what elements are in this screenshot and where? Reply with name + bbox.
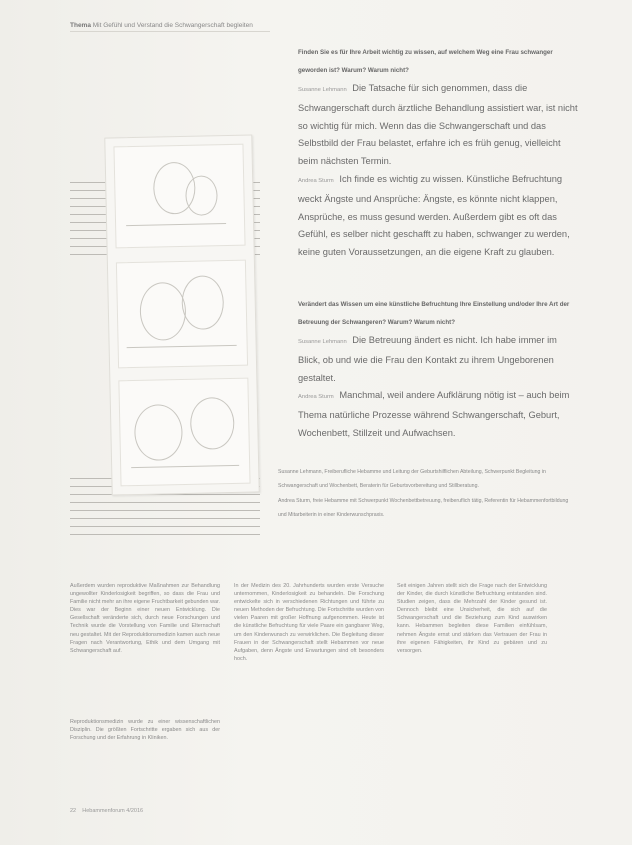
header-label: Thema xyxy=(70,22,91,29)
answer-2-lehmann xyxy=(298,332,578,387)
answer-2-sturm xyxy=(298,387,578,442)
answer-1-sturm xyxy=(298,171,578,262)
answer-text: Ich finde es wichtig zu wissen. Künstliche Befruchtung weckt Ängste und Ansprüche: Ängste, es könnte nicht klappen, Ansprüche, es muss gesund werden. Außerdem gibt es oft das Gefühl, es selber nicht geschafft zu haben, schwanger zu werden, keine guten Voraussetzungen, an die eigene Kraft zu glauben. xyxy=(298,173,570,258)
body-column-1-continued: Reproduktionsmedizin wurde zu einer wissenschaftlichen Disziplin. Die größten Fortschritte ergaben sich aus der Forschung und der Erfahrung in Kliniken. xyxy=(70,719,220,742)
magazine-name: Hebammenforum 4/2016 xyxy=(82,808,144,814)
page-number: 22 xyxy=(70,808,77,814)
speaker-name: Susanne Lehmann xyxy=(298,339,347,345)
body-column-2: In der Medizin des 20. Jahrhunderts wurden erste Versuche unternommen, Kinderlosigkeit zu behandeln. Die Forschung entwickelte sich in verschiedenen Richtungen und führte zu neuen Methoden der Befruchtung. Die Fortschritte wurden von vielen Paaren mit großer Hoffnung aufgenommen. Heute ist die künstliche Befruchtung für viele Paare ein gangbarer Weg, um den Kinderwunsch zu verwirklichen. Die Begleitung dieser Frauen in der Schwangerschaft stellt Hebammen vor neue Aufgaben, denn Ängste und Erwartungen sind oft besonders hoch. xyxy=(234,583,384,662)
bio-sturm: Andrea Sturm, freie Hebamme mit Schwerpunkt Wochenbettbetreuung, freiberuflich tätig, Referentin für Hebammenfortbildung und Mitarbeiterin in einer Kinderwunschpraxis. xyxy=(278,497,569,518)
running-header xyxy=(70,22,253,29)
question-2: Verändert das Wissen um eine künstliche Befruchtung Ihre Einstellung und/oder Ihre Art der Betreuung der Schwangeren? Warum? Warum nicht? xyxy=(298,301,570,326)
photo-1 xyxy=(113,144,245,249)
body-column-1: Außerdem wurden reproduktive Maßnahmen zur Behandlung ungewollter Kinderlosigkeit begriffen, so dass die Frau und Familie nicht mehr an ihre eigene Fruchtbarkeit gebunden war. Dies war der Beginn einer neuen Entwicklung. Die Gesellschaft veränderte sich, durch neue Forschungen und Technik wurde die Vorstellung von Familie und Elternschaft neu gestaltet. Mit der Reproduktionsmedizin kamen auch neue Fragen nach Verantwortung, Ethik und dem Umgang mit Schwangerschaft auf. xyxy=(70,583,220,654)
answer-text: Manchmal, weil andere Aufklärung nötig ist – auch beim Thema natürliche Prozesse während Schwangerschaft, Geburt, Wochenbett, Stillzeit und Aufwachsen. xyxy=(298,390,570,438)
speaker-name: Andrea Sturm xyxy=(298,394,334,401)
page-footer xyxy=(70,808,143,814)
answer-text: Die Betreuung ändert es nicht. Ich habe immer im Blick, ob und wie die Frau den Kontakt zu ihrem Ungeborenen gestaltet. xyxy=(298,335,557,383)
speaker-name: Andrea Sturm xyxy=(298,177,334,184)
answer-text: Die Tatsache für sich genommen, dass die Schwangerschaft durch ärztliche Behandlung assistiert war, ist nicht so wichtig für mich. Wenn das die Schwangerschaft und das Selbstbild der Frau belastet, erfahre ich es früh genug, vielleicht beim nächsten Termin. xyxy=(298,83,578,167)
question-1: Finden Sie es für Ihre Arbeit wichtig zu wissen, auf welchem Weg eine Frau schwanger geworden ist? Warum? Warum nicht? xyxy=(298,49,553,74)
header-title: Mit Gefühl und Verstand die Schwangerschaft begleiten xyxy=(92,22,253,29)
author-bios xyxy=(278,465,578,522)
photo-strip xyxy=(104,134,259,495)
photo-3 xyxy=(118,378,250,487)
header-divider xyxy=(70,31,270,32)
interview-block-2 xyxy=(298,296,578,443)
speaker-name: Susanne Lehmann xyxy=(298,87,347,93)
answer-1-lehmann xyxy=(298,80,578,171)
interview-block-1 xyxy=(298,44,578,262)
photo-2 xyxy=(116,260,248,369)
body-column-3: Seit einigen Jahren stellt sich die Frage nach der Entwicklung der Kinder, die durch künstliche Befruchtung entstanden sind. Studien zeigen, dass die Mehrzahl der Kinder gesund ist. Dennoch bleibt eine Unsicherheit, die sich auf die Schwangerschaft und die Beziehung zum Kind auswirken kann. Hebammen begleiten diese Familien einfühlsam, nehmen Ängste ernst und stärken das Vertrauen der Frau in ihre eigenen Fähigkeiten, ihr Kind zu gebären und zu versorgen. xyxy=(397,583,547,654)
bio-lehmann: Susanne Lehmann, Freiberufliche Hebamme und Leitung der Geburtshilflichen Abteilung, Schwerpunkt Begleitung in Schwangerschaft und Wochenbett, Beraterin für Geburtsvorbereitung und Stillberatung. xyxy=(278,469,546,490)
